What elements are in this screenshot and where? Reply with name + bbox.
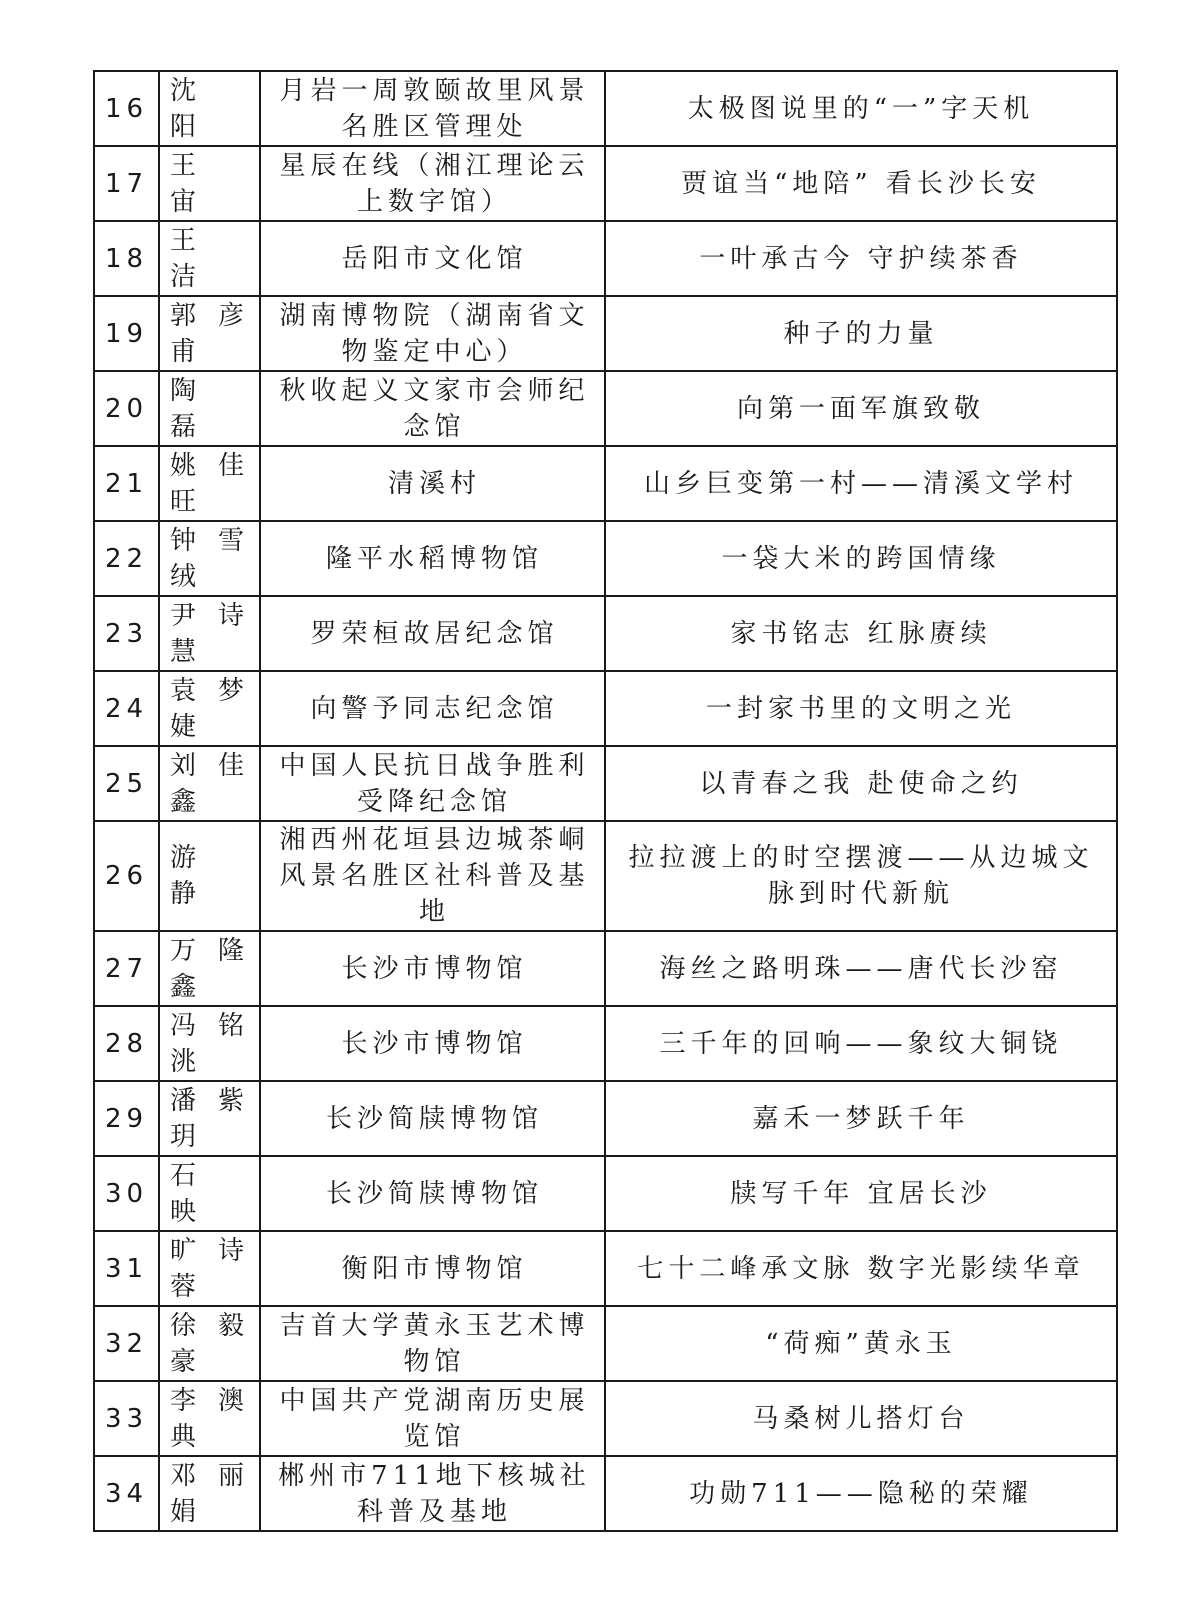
- presenter-name-text: 王 洁: [170, 225, 233, 292]
- table-row: [94, 1231, 1117, 1306]
- presenter-name-cell: [159, 296, 260, 371]
- presenter-name-text: 邓丽娟: [170, 1460, 249, 1527]
- row-number-cell: [94, 521, 159, 596]
- row-number-text: 28: [104, 1028, 149, 1059]
- row-number-cell: [94, 371, 159, 446]
- presenter-name-cell: [159, 671, 260, 746]
- roster-table: [93, 70, 1118, 1532]
- organization-text: 罗荣桓故居纪念馆: [310, 618, 559, 649]
- presenter-name-cell: [159, 521, 260, 596]
- presentation-title-cell: [605, 1381, 1117, 1456]
- presenter-name-cell: [159, 221, 260, 296]
- organization-text: 衡阳市博物馆: [341, 1253, 528, 1284]
- presenter-name-cell: [159, 1156, 260, 1231]
- presentation-title-cell: [605, 146, 1117, 221]
- table-row: [94, 671, 1117, 746]
- presentation-title-text: 以青春之我 赴使命之约: [699, 768, 1023, 799]
- row-number-text: 19: [104, 318, 149, 349]
- presentation-title-cell: [605, 221, 1117, 296]
- row-number-text: 24: [104, 693, 149, 724]
- organization-cell: [260, 371, 605, 446]
- presenter-name-cell: [159, 1081, 260, 1156]
- organization-cell: [260, 221, 605, 296]
- row-number-cell: [94, 671, 159, 746]
- row-number-text: 30: [104, 1178, 149, 1209]
- presenter-name-text: 姚佳旺: [170, 450, 249, 517]
- organization-text: 清溪村: [387, 468, 481, 499]
- table-row: [94, 221, 1117, 296]
- presentation-title-text: 向第一面军旗致敬: [736, 393, 985, 424]
- presentation-title-text: 山乡巨变第一村——清溪文学村: [643, 468, 1078, 499]
- table-row: [94, 596, 1117, 671]
- organization-cell: [260, 446, 605, 521]
- presenter-name-text: 尹诗慧: [170, 600, 249, 667]
- row-number-text: 16: [104, 93, 149, 124]
- presentation-title-text: 牍写千年 宜居长沙: [730, 1178, 992, 1209]
- row-number-text: 31: [104, 1253, 149, 1284]
- presentation-title-text: 一叶承古今 守护续茶香: [699, 243, 1023, 274]
- presenter-name-text: 潘紫玥: [170, 1085, 249, 1152]
- presenter-name-cell: [159, 931, 260, 1006]
- table-row: [94, 71, 1117, 146]
- presenter-name-text: 钟雪绒: [170, 525, 249, 592]
- presenter-name-text: 刘佳鑫: [170, 750, 249, 817]
- organization-cell: [260, 521, 605, 596]
- organization-cell: [260, 71, 605, 146]
- presenter-name-text: 游 静: [170, 843, 233, 909]
- presenter-name-text: 袁梦婕: [170, 675, 249, 742]
- organization-cell: [260, 931, 605, 1006]
- table-row: [94, 146, 1117, 221]
- presentation-title-text: “荷痴”黄永玉: [765, 1328, 957, 1359]
- presentation-title-cell: [605, 596, 1117, 671]
- row-number-text: 34: [104, 1478, 149, 1509]
- row-number-cell: [94, 1456, 159, 1531]
- row-number-cell: [94, 821, 159, 931]
- presentation-title-cell: [605, 521, 1117, 596]
- table-row: [94, 1156, 1117, 1231]
- row-number-text: 17: [104, 168, 149, 199]
- presentation-title-cell: [605, 1081, 1117, 1156]
- presentation-title-text: 家书铭志 红脉赓续: [730, 618, 992, 649]
- row-number-cell: [94, 596, 159, 671]
- row-number-text: 25: [104, 768, 149, 799]
- organization-text: 中国共产党湖南历史展览馆: [279, 1385, 590, 1452]
- presenter-name-cell: [159, 146, 260, 221]
- table-row: [94, 1381, 1117, 1456]
- row-number-text: 33: [104, 1403, 149, 1434]
- organization-text: 湘西州花垣县边城茶峒风景名胜区社科普及基地: [279, 825, 590, 927]
- presenter-name-text: 旷诗蓉: [170, 1235, 249, 1302]
- table-row: [94, 1456, 1117, 1531]
- presenter-name-text: 王 宙: [170, 150, 233, 217]
- presentation-title-text: 三千年的回响——象纹大铜铙: [659, 1028, 1063, 1059]
- row-number-cell: [94, 746, 159, 821]
- presenter-name-cell: [159, 746, 260, 821]
- presenter-name-cell: [159, 821, 260, 931]
- table-row: [94, 931, 1117, 1006]
- organization-cell: [260, 821, 605, 931]
- organization-cell: [260, 1456, 605, 1531]
- row-number-text: 26: [104, 861, 149, 891]
- presentation-title-text: 嘉禾一梦跃千年: [752, 1103, 970, 1134]
- presenter-name-text: 徐毅豪: [170, 1310, 249, 1377]
- row-number-text: 21: [104, 468, 149, 499]
- organization-text: 长沙市博物馆: [341, 1028, 528, 1059]
- row-number-cell: [94, 1156, 159, 1231]
- row-number-text: 20: [104, 393, 149, 424]
- table-row: [94, 521, 1117, 596]
- row-number-cell: [94, 146, 159, 221]
- organization-text: 月岩一周敦颐故里风景名胜区管理处: [279, 75, 590, 142]
- presenter-name-cell: [159, 1006, 260, 1081]
- organization-cell: [260, 671, 605, 746]
- row-number-text: 22: [104, 543, 149, 574]
- row-number-cell: [94, 931, 159, 1006]
- presenter-name-text: 郭彦甫: [170, 300, 249, 367]
- presentation-title-text: 功勋711——隐秘的荣耀: [689, 1478, 1033, 1509]
- presentation-title-text: 拉拉渡上的时空摆渡——从边城文脉到时代新航: [628, 843, 1094, 909]
- presenter-name-text: 万隆鑫: [170, 935, 249, 1002]
- presenter-name-cell: [159, 71, 260, 146]
- table-row: [94, 821, 1117, 931]
- roster-table-body: [94, 71, 1117, 1531]
- row-number-text: 29: [104, 1103, 149, 1134]
- presenter-name-cell: [159, 1306, 260, 1381]
- presentation-title-cell: [605, 931, 1117, 1006]
- presentation-title-text: 贾谊当“地陪” 看长沙长安: [681, 168, 1041, 199]
- organization-text: 隆平水稻博物馆: [325, 543, 543, 574]
- presentation-title-text: 一封家书里的文明之光: [705, 693, 1016, 724]
- row-number-text: 23: [104, 618, 149, 649]
- presentation-title-cell: [605, 746, 1117, 821]
- presenter-name-cell: [159, 1231, 260, 1306]
- row-number-cell: [94, 1081, 159, 1156]
- presentation-title-cell: [605, 296, 1117, 371]
- presentation-title-cell: [605, 71, 1117, 146]
- organization-text: 吉首大学黄永玉艺术博物馆: [279, 1310, 590, 1377]
- organization-cell: [260, 746, 605, 821]
- organization-cell: [260, 1081, 605, 1156]
- presentation-title-text: 太极图说里的“一”字天机: [687, 93, 1035, 124]
- presenter-name-cell: [159, 1456, 260, 1531]
- row-number-text: 32: [104, 1328, 149, 1359]
- organization-cell: [260, 596, 605, 671]
- presenter-name-cell: [159, 446, 260, 521]
- presenter-name-text: 陶 磊: [170, 375, 233, 442]
- table-row: [94, 371, 1117, 446]
- row-number-cell: [94, 1231, 159, 1306]
- organization-text: 湖南博物院（湖南省文物鉴定中心）: [279, 300, 590, 367]
- organization-text: 秋收起义文家市会师纪念馆: [279, 375, 590, 442]
- organization-text: 长沙简牍博物馆: [325, 1178, 543, 1209]
- organization-cell: [260, 146, 605, 221]
- row-number-cell: [94, 221, 159, 296]
- presenter-name-cell: [159, 371, 260, 446]
- presentation-title-cell: [605, 1156, 1117, 1231]
- presentation-title-text: 七十二峰承文脉 数字光影续华章: [637, 1253, 1085, 1284]
- table-row: [94, 746, 1117, 821]
- presentation-title-text: 马桑树儿搭灯台: [752, 1403, 970, 1434]
- presenter-name-text: 石 映: [170, 1160, 233, 1227]
- table-row: [94, 1081, 1117, 1156]
- presentation-title-cell: [605, 446, 1117, 521]
- organization-cell: [260, 1381, 605, 1456]
- presenter-name-text: 李澳典: [170, 1385, 249, 1452]
- presentation-title-cell: [605, 371, 1117, 446]
- row-number-cell: [94, 71, 159, 146]
- presentation-title-cell: [605, 1006, 1117, 1081]
- row-number-cell: [94, 1381, 159, 1456]
- presenter-name-text: 沈 阳: [170, 75, 233, 142]
- presenter-name-cell: [159, 596, 260, 671]
- presentation-title-text: 海丝之路明珠——唐代长沙窑: [659, 953, 1063, 984]
- organization-text: 长沙市博物馆: [341, 953, 528, 984]
- table-row: [94, 1006, 1117, 1081]
- table-row: [94, 296, 1117, 371]
- presentation-title-cell: [605, 1456, 1117, 1531]
- organization-cell: [260, 1006, 605, 1081]
- organization-cell: [260, 296, 605, 371]
- row-number-cell: [94, 446, 159, 521]
- table-row: [94, 1306, 1117, 1381]
- organization-text: 郴州市711地下核城社科普及基地: [278, 1460, 591, 1527]
- presentation-title-cell: [605, 671, 1117, 746]
- presentation-title-cell: [605, 1306, 1117, 1381]
- row-number-cell: [94, 1306, 159, 1381]
- organization-text: 岳阳市文化馆: [341, 243, 528, 274]
- organization-text: 向警予同志纪念馆: [310, 693, 559, 724]
- presentation-title-cell: [605, 821, 1117, 931]
- row-number-cell: [94, 1006, 159, 1081]
- presentation-title-text: 种子的力量: [783, 318, 939, 349]
- presentation-title-cell: [605, 1231, 1117, 1306]
- row-number-cell: [94, 296, 159, 371]
- presentation-title-text: 一袋大米的跨国情缘: [721, 543, 1001, 574]
- organization-text: 长沙简牍博物馆: [325, 1103, 543, 1134]
- organization-text: 中国人民抗日战争胜利受降纪念馆: [279, 750, 590, 817]
- table-row: [94, 446, 1117, 521]
- organization-cell: [260, 1156, 605, 1231]
- organization-cell: [260, 1231, 605, 1306]
- presenter-name-text: 冯铭洮: [170, 1010, 249, 1077]
- organization-cell: [260, 1306, 605, 1381]
- presenter-name-cell: [159, 1381, 260, 1456]
- row-number-text: 18: [104, 243, 149, 274]
- row-number-text: 27: [104, 953, 149, 984]
- organization-text: 星辰在线（湘江理论云上数字馆）: [279, 150, 590, 217]
